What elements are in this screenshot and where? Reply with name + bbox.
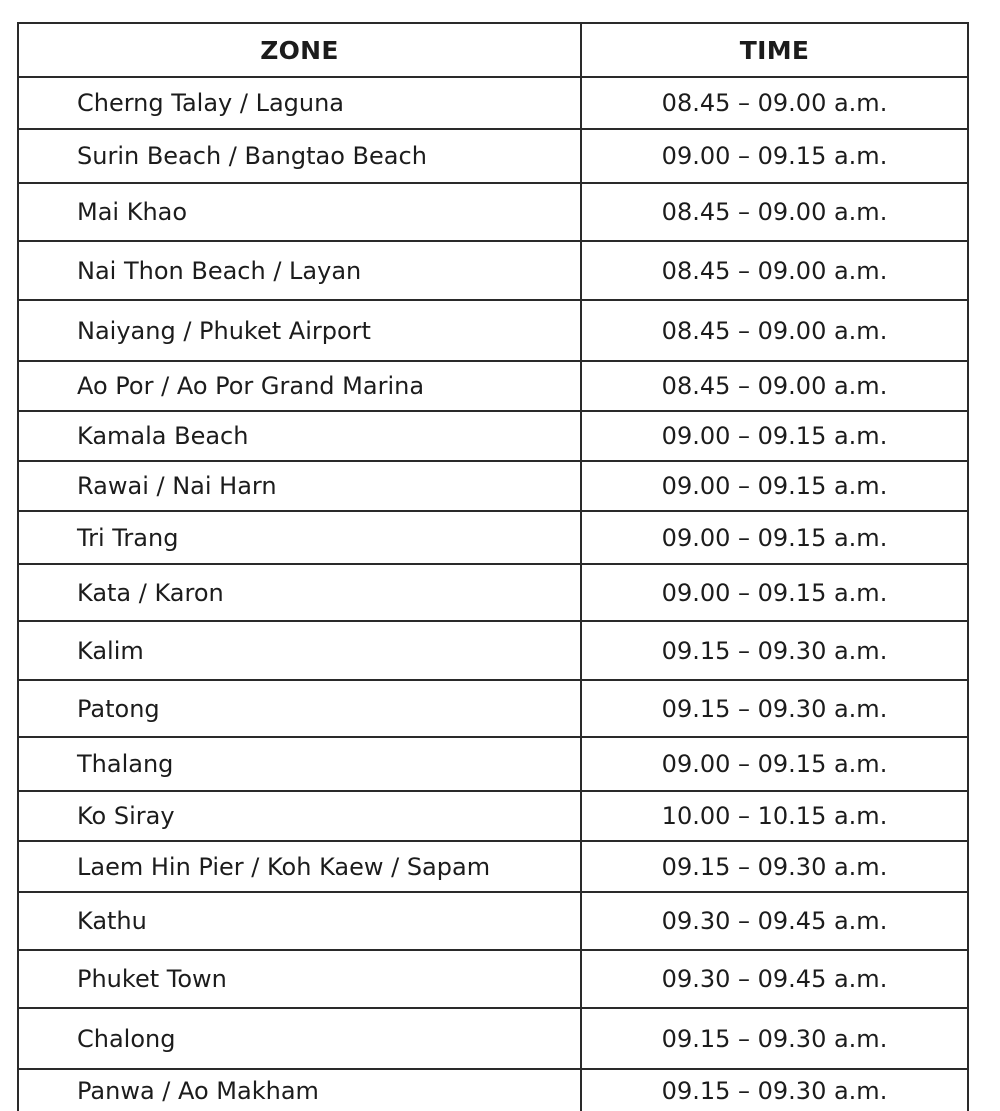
table-row (18, 77, 968, 129)
zone-column-header: ZONE (18, 23, 581, 77)
table-row (18, 841, 968, 892)
table-row (18, 1069, 968, 1111)
zone-cell: Thalang (18, 737, 581, 791)
time-cell: 10.00 – 10.15 a.m. (581, 791, 968, 841)
time-cell: 09.30 – 09.45 a.m. (581, 892, 968, 950)
pickup-time-table (17, 22, 969, 1111)
table-row (18, 564, 968, 621)
zone-cell: Kamala Beach (18, 411, 581, 461)
zone-cell: Phuket Town (18, 950, 581, 1008)
zone-cell: Mai Khao (18, 183, 581, 241)
zone-cell: Kalim (18, 621, 581, 680)
table-row (18, 950, 968, 1008)
table-row (18, 461, 968, 511)
time-cell: 08.45 – 09.00 a.m. (581, 300, 968, 361)
time-column-header: TIME (581, 23, 968, 77)
zone-cell: Panwa / Ao Makham (18, 1069, 581, 1111)
time-cell: 09.00 – 09.15 a.m. (581, 737, 968, 791)
zone-cell: Naiyang / Phuket Airport (18, 300, 581, 361)
time-cell: 09.30 – 09.45 a.m. (581, 950, 968, 1008)
table-row (18, 241, 968, 300)
zone-cell: Laem Hin Pier / Koh Kaew / Sapam (18, 841, 581, 892)
table-row (18, 680, 968, 737)
zone-cell: Chalong (18, 1008, 581, 1069)
table-row (18, 621, 968, 680)
zone-cell: Nai Thon Beach / Layan (18, 241, 581, 300)
zone-cell: Rawai / Nai Harn (18, 461, 581, 511)
table-row (18, 737, 968, 791)
time-cell: 08.45 – 09.00 a.m. (581, 77, 968, 129)
table-row (18, 361, 968, 411)
table-row (18, 791, 968, 841)
zone-cell: Surin Beach / Bangtao Beach (18, 129, 581, 183)
time-cell: 09.00 – 09.15 a.m. (581, 411, 968, 461)
table-row (18, 892, 968, 950)
table-row (18, 129, 968, 183)
zone-cell: Kata / Karon (18, 564, 581, 621)
time-cell: 09.15 – 09.30 a.m. (581, 1008, 968, 1069)
time-cell: 09.00 – 09.15 a.m. (581, 564, 968, 621)
table-row (18, 511, 968, 564)
time-cell: 08.45 – 09.00 a.m. (581, 241, 968, 300)
time-cell: 09.00 – 09.15 a.m. (581, 461, 968, 511)
table-row (18, 1008, 968, 1069)
table-row (18, 411, 968, 461)
time-cell: 08.45 – 09.00 a.m. (581, 183, 968, 241)
time-cell: 09.15 – 09.30 a.m. (581, 841, 968, 892)
zone-cell: Ko Siray (18, 791, 581, 841)
time-cell: 09.00 – 09.15 a.m. (581, 129, 968, 183)
zone-cell: Cherng Talay / Laguna (18, 77, 581, 129)
table-header-row (18, 23, 968, 77)
table-row (18, 183, 968, 241)
zone-cell: Patong (18, 680, 581, 737)
time-cell: 09.15 – 09.30 a.m. (581, 621, 968, 680)
time-cell: 09.00 – 09.15 a.m. (581, 511, 968, 564)
table-row (18, 300, 968, 361)
zone-cell: Ao Por / Ao Por Grand Marina (18, 361, 581, 411)
time-cell: 08.45 – 09.00 a.m. (581, 361, 968, 411)
zone-cell: Tri Trang (18, 511, 581, 564)
zone-cell: Kathu (18, 892, 581, 950)
time-cell: 09.15 – 09.30 a.m. (581, 680, 968, 737)
time-cell: 09.15 – 09.30 a.m. (581, 1069, 968, 1111)
